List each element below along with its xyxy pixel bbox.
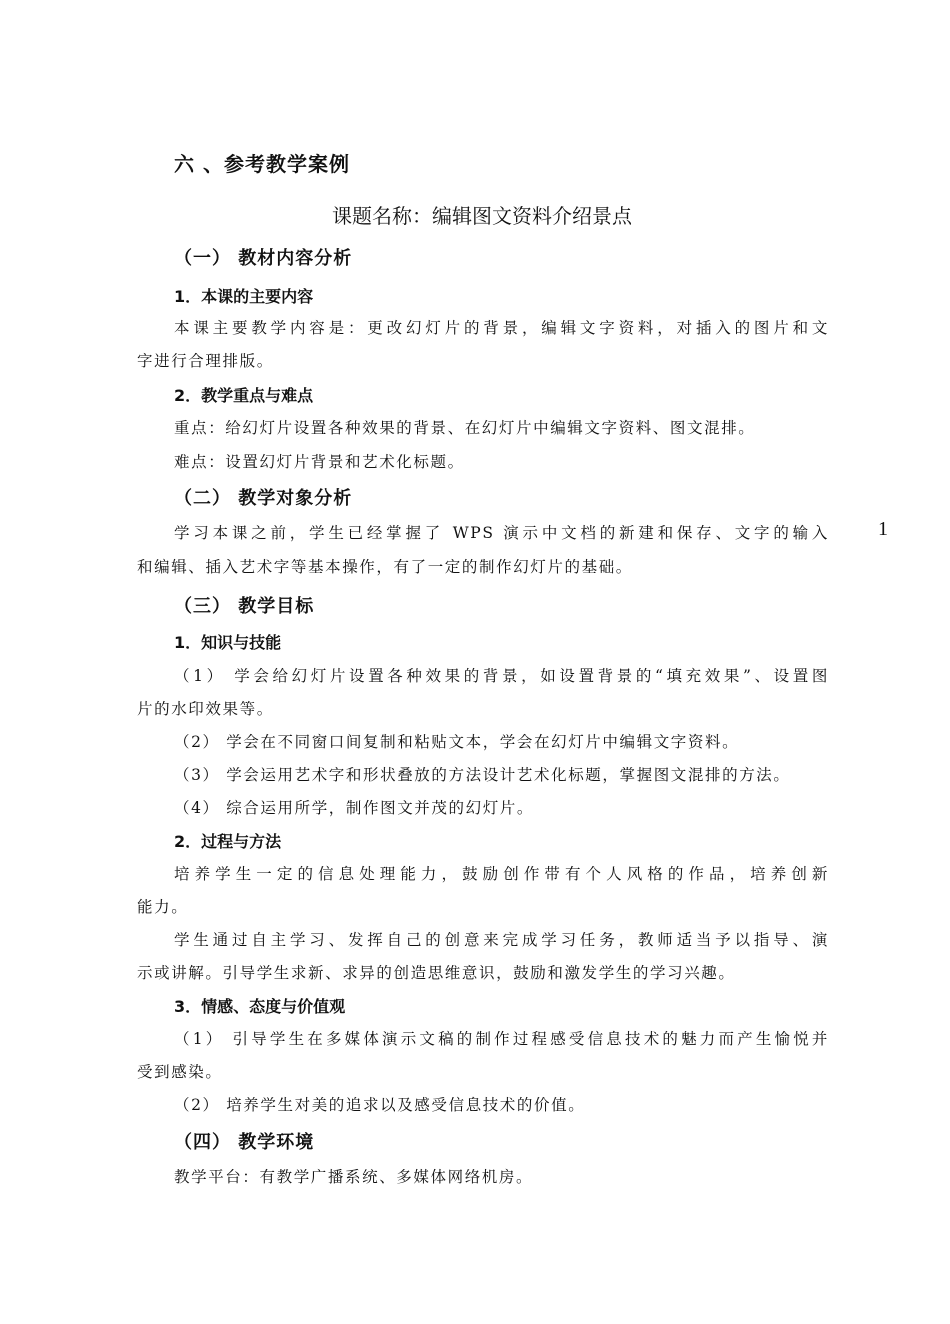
paragraph-line: 重点：给幻灯片设置各种效果的背景、在幻灯片中编辑文字资料、图文混排。 bbox=[174, 419, 756, 437]
paragraph-line: 和编辑、插入艺术字等基本操作，有了一定的制作幻灯片的基础。 bbox=[137, 558, 633, 576]
part1-heading: （一） 教材内容分析 bbox=[174, 248, 353, 269]
part4-heading: （四） 教学环境 bbox=[174, 1132, 315, 1153]
paragraph-line: 字进行合理排版。 bbox=[137, 352, 274, 370]
part1-sub2-heading: 2．教学重点与难点 bbox=[174, 386, 314, 405]
part1-sub1-heading: 1．本课的主要内容 bbox=[174, 287, 314, 306]
paragraph-line: 受到感染。 bbox=[137, 1063, 223, 1081]
paragraph-line: 本课主要教学内容是：更改幻灯片的背景，编辑文字资料，对插入的图片和文 bbox=[174, 319, 829, 337]
paragraph-line: 教学平台：有教学广播系统、多媒体网络机房。 bbox=[174, 1168, 534, 1186]
paragraph-line: （3） 学会运用艺术字和形状叠放的方法设计艺术化标题，掌握图文混排的方法。 bbox=[174, 766, 791, 784]
course-title: 课题名称：编辑图文资料介绍景点 bbox=[332, 204, 632, 228]
part3-sub2-heading: 2．过程与方法 bbox=[174, 832, 282, 851]
part2-heading: （二） 教学对象分析 bbox=[174, 488, 353, 509]
paragraph-line: 学习本课之前，学生已经掌握了 WPS 演示中文档的新建和保存、文字的输入 bbox=[174, 524, 829, 542]
section-heading: 六 、参考教学案例 bbox=[174, 152, 350, 176]
paragraph-line: 片的水印效果等。 bbox=[137, 700, 274, 718]
paragraph-line: 难点：设置幻灯片背景和艺术化标题。 bbox=[174, 453, 465, 471]
part3-heading: （三） 教学目标 bbox=[174, 596, 315, 617]
paragraph-line: （4） 综合运用所学，制作图文并茂的幻灯片。 bbox=[174, 799, 534, 817]
page-number: 1 bbox=[878, 518, 888, 540]
paragraph-line: （1） 引导学生在多媒体演示文稿的制作过程感受信息技术的魅力而产生愉悦并 bbox=[174, 1030, 829, 1048]
paragraph-line: （2） 学会在不同窗口间复制和粘贴文本，学会在幻灯片中编辑文字资料。 bbox=[174, 733, 740, 751]
paragraph-line: 培养学生一定的信息处理能力，鼓励创作带有个人风格的作品，培养创新 bbox=[174, 865, 829, 883]
paragraph-line: （2） 培养学生对美的追求以及感受信息技术的价值。 bbox=[174, 1096, 586, 1114]
paragraph-line: （1） 学会给幻灯片设置各种效果的背景，如设置背景的“填充效果”、设置图 bbox=[174, 667, 829, 685]
paragraph-line: 学生通过自主学习、发挥自己的创意来完成学习任务，教师适当予以指导、演 bbox=[174, 931, 829, 949]
part3-sub3-heading: 3．情感、态度与价值观 bbox=[174, 997, 346, 1016]
paragraph-line: 示或讲解。引导学生求新、求异的创造思维意识，鼓励和激发学生的学习兴趣。 bbox=[137, 964, 736, 982]
part3-sub1-heading: 1．知识与技能 bbox=[174, 633, 282, 652]
paragraph-line: 能力。 bbox=[137, 898, 189, 916]
